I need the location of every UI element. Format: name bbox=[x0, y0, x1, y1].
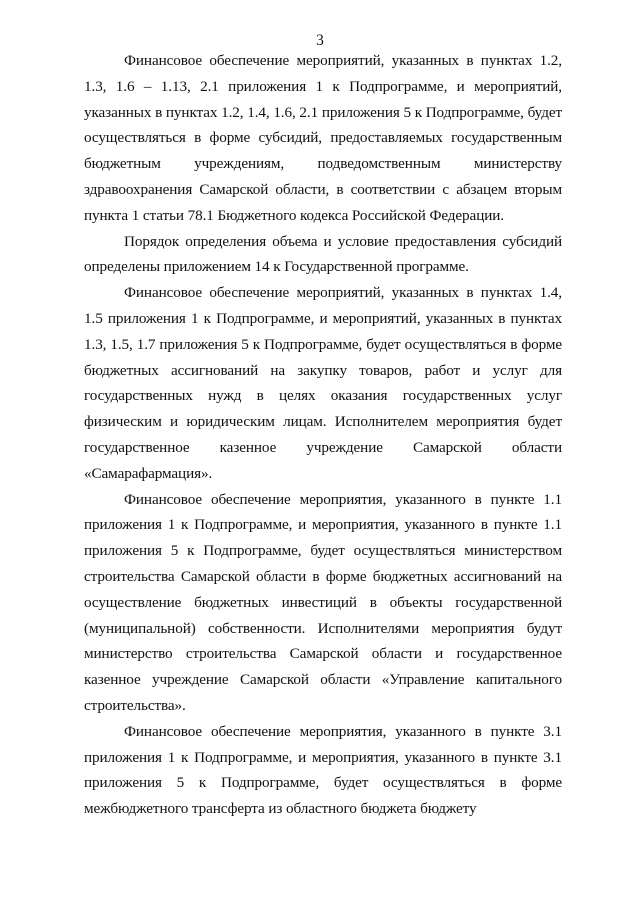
paragraph-transfer: Финансовое обеспечение мероприятия, указанного в пункте 3.1 приложения 1 к Подпрограмме, и мероприятия, указанного в пункте 3.1 приложения 5 к Подпрограмме, будет осуществляться в форме межбюджетного трансферта из областного бюджета бюджету bbox=[84, 722, 562, 818]
paragraph-subsidies: Финансовое обеспечение мероприятий, указанных в пунктах 1.2, 1.3, 1.6 – 1.13, 2.1 приложения 1 к Подпрограмме, и мероприятий, указанных в пунктах 1.2, 1.4, 1.6, 2.1 приложения 5 к Подпрограмме, будет осуществляться в форме субсидий, предоставляемых государственным бюджетным учреждениям, подведомственным министерству здравоохранения Самарской области, в соответствии с абзацем вторым пункта 1 статьи 78.1 Бюджетного кодекса Российской Федерации. bbox=[84, 52, 562, 224]
paragraph-procurement: Финансовое обеспечение мероприятий, указанных в пунктах 1.4, 1.5 приложения 1 к Подпрограмме, и мероприятий, указанных в пунктах 1.3, 1.5, 1.7 приложения 5 к Подпрограмме, будет осуществляться в форме бюджетных ассигнований на закупку товаров, работ и услуг для государственных нужд в целях оказания государственных услуг физическим и юридическим лицам. Исполнителем мероприятия будет государственное казенное учреждение Самарской области «Самарафармация». bbox=[84, 284, 562, 482]
paragraph-procedure: Порядок определения объема и условие предоставления субсидий определены приложением 14 к Государственной программе. bbox=[84, 232, 562, 276]
page-number: 3 bbox=[316, 32, 324, 49]
paragraph-investments: Финансовое обеспечение мероприятия, указанного в пункте 1.1 приложения 1 к Подпрограмме, и мероприятия, указанного в пункте 1.1 приложения 5 к Подпрограмме, будет осуществляться министерством строительства Самарской области в форме бюджетных ассигнований на осуществление бюджетных инвестиций в объекты государственной (муниципальной) собственности. Исполнителями мероприятия будут министерство строительства Самарской области и государственное казенное учреждение Самарской области «Управление капитального строительства». bbox=[84, 490, 562, 714]
document-body bbox=[84, 48, 562, 822]
